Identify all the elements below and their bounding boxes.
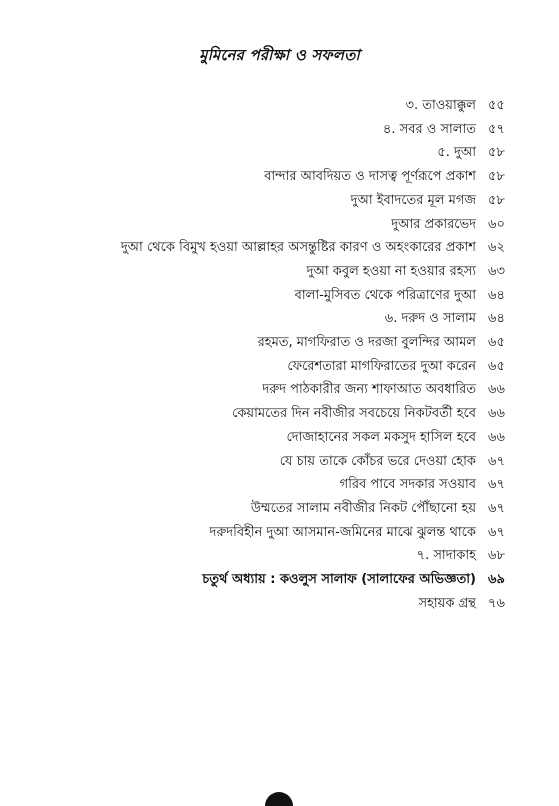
toc-entry[interactable] bbox=[20, 191, 520, 211]
toc-entry-title: ৩. তাওয়াক্কুল bbox=[405, 98, 476, 113]
toc-entry-title: উম্মতের সালাম নবীজীর নিকট পৌঁছানো হয় bbox=[250, 500, 476, 516]
toc-entry-title: গরিব পাবে সদকার সওয়াব bbox=[339, 477, 476, 493]
toc-entry-page: ৬৭ bbox=[488, 453, 505, 469]
toc-entry-page: ৫৮ bbox=[488, 192, 505, 208]
toc-entry-page: ৬৩ bbox=[488, 263, 505, 279]
toc-entry-title: যে চায় তাকে কোঁচর ভরে দেওয়া হোক bbox=[279, 453, 476, 469]
page-number-mark bbox=[265, 792, 293, 806]
toc-entry-chapter[interactable] bbox=[20, 570, 520, 590]
toc-entry-page: ৬৮ bbox=[488, 548, 505, 564]
toc-entry-title: ৭. সাদাকাহ bbox=[416, 548, 476, 564]
toc-entry-page: ৬৭ bbox=[488, 500, 505, 516]
toc-entry[interactable] bbox=[20, 333, 520, 353]
toc-entry-page: ৫৫ bbox=[488, 98, 505, 113]
toc-entry[interactable] bbox=[20, 120, 520, 140]
toc-entry-title: ৬. দরুদ ও সালাম bbox=[384, 311, 476, 327]
toc-entry-title: সহায়ক গ্রন্থ bbox=[418, 595, 476, 611]
toc-entry-page: ৬৭ bbox=[488, 477, 505, 493]
toc-entry-title: দুআর প্রকারভেদ bbox=[391, 216, 476, 232]
toc-entry[interactable] bbox=[20, 380, 520, 400]
toc-entry[interactable] bbox=[20, 594, 520, 614]
toc-entry-page: ৬৪ bbox=[488, 311, 505, 327]
book-title: মুমিনের পরীক্ষা ও সফলতা bbox=[199, 46, 360, 64]
toc-entry[interactable] bbox=[20, 404, 520, 424]
table-of-contents bbox=[20, 96, 520, 617]
toc-entry-page: ৫৮ bbox=[488, 169, 505, 185]
toc-entry[interactable] bbox=[20, 143, 520, 163]
toc-entry-title: কেয়ামতের দিন নবীজীর সবচেয়ে নিকটবর্তী হবে bbox=[232, 406, 476, 422]
toc-entry-page: ৬০ bbox=[488, 216, 505, 232]
toc-entry[interactable] bbox=[20, 309, 520, 329]
toc-entry[interactable] bbox=[20, 546, 520, 566]
toc-entry-page: ৬৬ bbox=[488, 406, 505, 422]
toc-entry-page: ৬৬ bbox=[488, 382, 505, 398]
toc-entry-title: ৪. সবর ও সালাত bbox=[382, 121, 476, 137]
toc-entry[interactable] bbox=[20, 475, 520, 495]
toc-entry-title: চতুর্থ অধ্যায় : কওলুস সালাফ (সালাফের অভিজ্ঞতা) bbox=[202, 572, 476, 588]
toc-entry[interactable] bbox=[20, 286, 520, 306]
toc-entry-title: বালা-মুসিবত থেকে পরিত্রাণের দুআ bbox=[294, 287, 476, 303]
toc-entry-page: ৬৭ bbox=[488, 524, 505, 540]
toc-entry-page: ৫৭ bbox=[488, 121, 505, 137]
toc-entry-page: ৭৬ bbox=[488, 595, 505, 611]
toc-entry-title: দরুদবিহীন দুআ আসমান-জমিনের মাঝে ঝুলন্ত থাকে bbox=[209, 524, 476, 540]
toc-entry-title: দুআ থেকে বিমুখ হওয়া আল্লাহর অসন্তুষ্টির কারণ ও অহংকারের প্রকাশ bbox=[120, 240, 476, 256]
toc-entry-title: দুআ ইবাদতের মূল মগজ bbox=[350, 192, 476, 208]
toc-entry-title: ৫. দুআ bbox=[437, 145, 476, 161]
toc-entry[interactable] bbox=[20, 215, 520, 235]
toc-entry[interactable] bbox=[20, 238, 520, 258]
toc-entry-title: রহমত, মাগফিরাত ও দরজা বুলন্দির আমল bbox=[257, 335, 476, 351]
toc-entry[interactable] bbox=[20, 96, 520, 116]
toc-entry[interactable] bbox=[20, 452, 520, 472]
toc-entry-title: দোজাহানের সকল মকসুদ হাসিল হবে bbox=[286, 429, 476, 445]
toc-entry-title: ফেরেশতারা মাগফিরাতের দুআ করেন bbox=[287, 358, 476, 374]
toc-entry-page: ৫৮ bbox=[488, 145, 505, 161]
toc-entry-page: ৬৫ bbox=[488, 335, 505, 351]
toc-entry-page: ৬৫ bbox=[488, 358, 505, 374]
toc-entry-title: দরুদ পাঠকারীর জন্য শাফাআত অবধারিত bbox=[262, 382, 476, 398]
toc-entry-page: ৬৬ bbox=[488, 429, 505, 445]
toc-entry-title: দুআ কবুল হওয়া না হওয়ার রহস্য bbox=[306, 263, 476, 279]
toc-entry-title: বান্দার আবদিয়ত ও দাসত্ব পূর্ণরূপে প্রকাশ bbox=[264, 169, 476, 185]
toc-entry-page: ৬৯ bbox=[488, 572, 505, 588]
toc-entry[interactable] bbox=[20, 523, 520, 543]
toc-entry[interactable] bbox=[20, 262, 520, 282]
toc-entry[interactable] bbox=[20, 428, 520, 448]
toc-entry[interactable] bbox=[20, 167, 520, 187]
toc-entry-page: ৬৪ bbox=[488, 287, 505, 303]
running-header bbox=[0, 44, 559, 69]
toc-entry[interactable] bbox=[20, 357, 520, 377]
toc-entry[interactable] bbox=[20, 499, 520, 519]
toc-entry-page: ৬২ bbox=[488, 240, 505, 256]
